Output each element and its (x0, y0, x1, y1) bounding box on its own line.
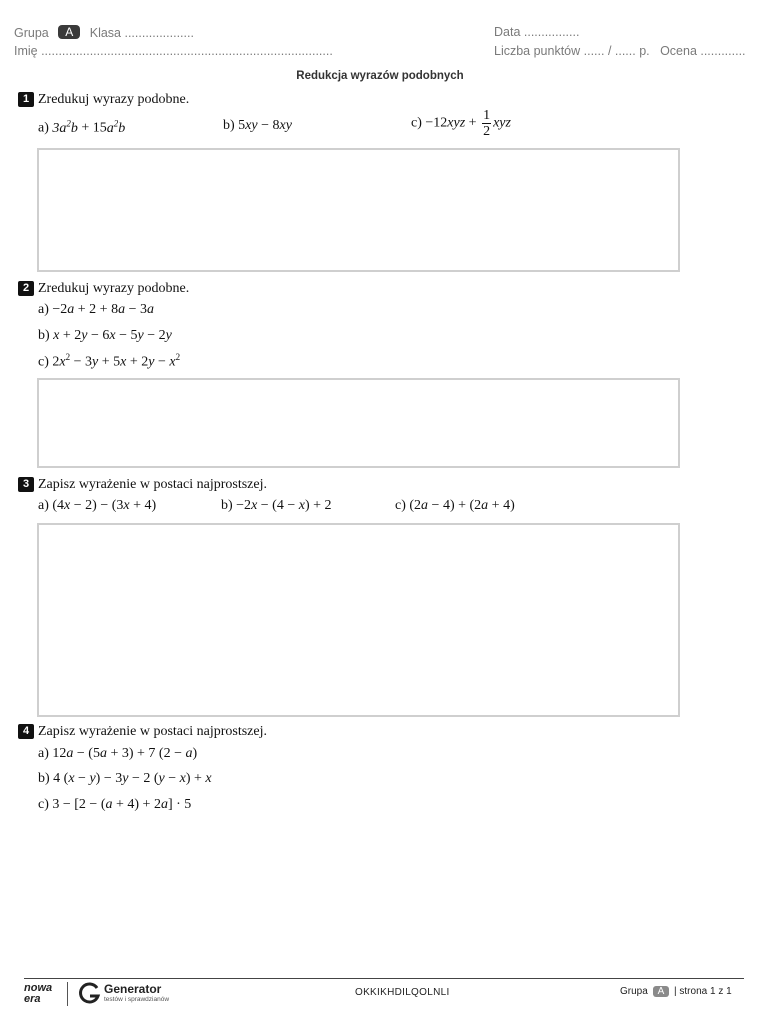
task-2-instruction (18, 281, 189, 297)
task-4-item-b: b) 4 (x − y) − 3y − 2 (y − x) + x (38, 771, 212, 786)
generator-subtitle: testów i sprawdzianów (104, 996, 170, 1003)
logo-separator (67, 982, 68, 1006)
task-4-instruction (18, 724, 267, 740)
grade-field: Ocena ............. (660, 44, 746, 58)
task-3-instruction (18, 477, 267, 493)
footer-group-badge: A (653, 986, 670, 997)
fraction-numerator: 1 (483, 108, 491, 123)
instruction-text: Zapisz wyrażenie w postaci najprostszej. (38, 724, 267, 739)
task-1-item-b: b) 5xy − 8xy (223, 118, 292, 133)
page-number: | strona 1 z 1 (674, 986, 732, 997)
fraction (482, 108, 491, 139)
points-field: Liczba punktów ...... / ...... p. (494, 44, 650, 58)
task-number-badge: 2 (18, 281, 34, 296)
task-3-item-a: a) (4x − 2) − (3x + 4) (38, 498, 157, 513)
group-badge: A (58, 25, 80, 39)
task-3-item-c: c) (2a − 4) + (2a + 4) (395, 498, 515, 513)
task-2-item-a: a) −2a + 2 + 8a − 3a (38, 302, 154, 317)
task-3-item-b: b) −2x − (4 − x) + 2 (221, 498, 332, 513)
footer-group-label: Grupa (620, 986, 648, 997)
task-4-item-c: c) 3 − [2 − (a + 4) + 2a] · 5 (38, 797, 192, 812)
task-2-item-c: c) $2x^2 - 3y + 5x + 2y - x^2$ (38, 352, 181, 370)
generator-logo-icon (77, 982, 101, 1011)
instruction-text: Zapisz wyrażenie w postaci najprostszej. (38, 477, 267, 492)
nowa-era-logo: nowa era (24, 982, 53, 1005)
task-1-instruction (18, 92, 189, 108)
footer-divider (24, 978, 744, 979)
fraction-denominator: 2 (483, 124, 491, 139)
answer-box-1[interactable] (37, 148, 680, 272)
group-label: Grupa (14, 26, 49, 40)
class-field: Klasa .................... (89, 26, 194, 40)
task-number-badge: 3 (18, 477, 34, 492)
instruction-text: Zredukuj wyrazy podobne. (38, 281, 190, 296)
answer-box-3[interactable] (37, 523, 680, 717)
page-title: Redukcja wyrazów podobnych (296, 70, 464, 82)
task-4-item-a: a) 12a − (5a + 3) + 7 (2 − a) (38, 746, 198, 761)
document-code: OKKIKHDILQOLNLI (355, 987, 450, 998)
date-field: Data ................ (494, 25, 580, 39)
generator-title: Generator (104, 982, 162, 996)
answer-box-2[interactable] (37, 378, 680, 468)
task-1-item-c: c) −12xyz + $\frac{1}{2}$ xyz (411, 108, 511, 139)
group-field (14, 25, 194, 40)
instruction-text: Zredukuj wyrazy podobne. (38, 92, 190, 107)
task-number-badge: 4 (18, 724, 34, 739)
task-number-badge: 1 (18, 92, 34, 107)
task-2-item-b: b) x + 2y − 6x − 5y − 2y (38, 328, 172, 343)
task-1-item-a: a) $3a^2b + 15a^2b$ (38, 118, 126, 136)
name-field: Imię .................................................................................... (14, 44, 333, 58)
footer-page-info (620, 986, 732, 997)
score-field (494, 44, 746, 58)
